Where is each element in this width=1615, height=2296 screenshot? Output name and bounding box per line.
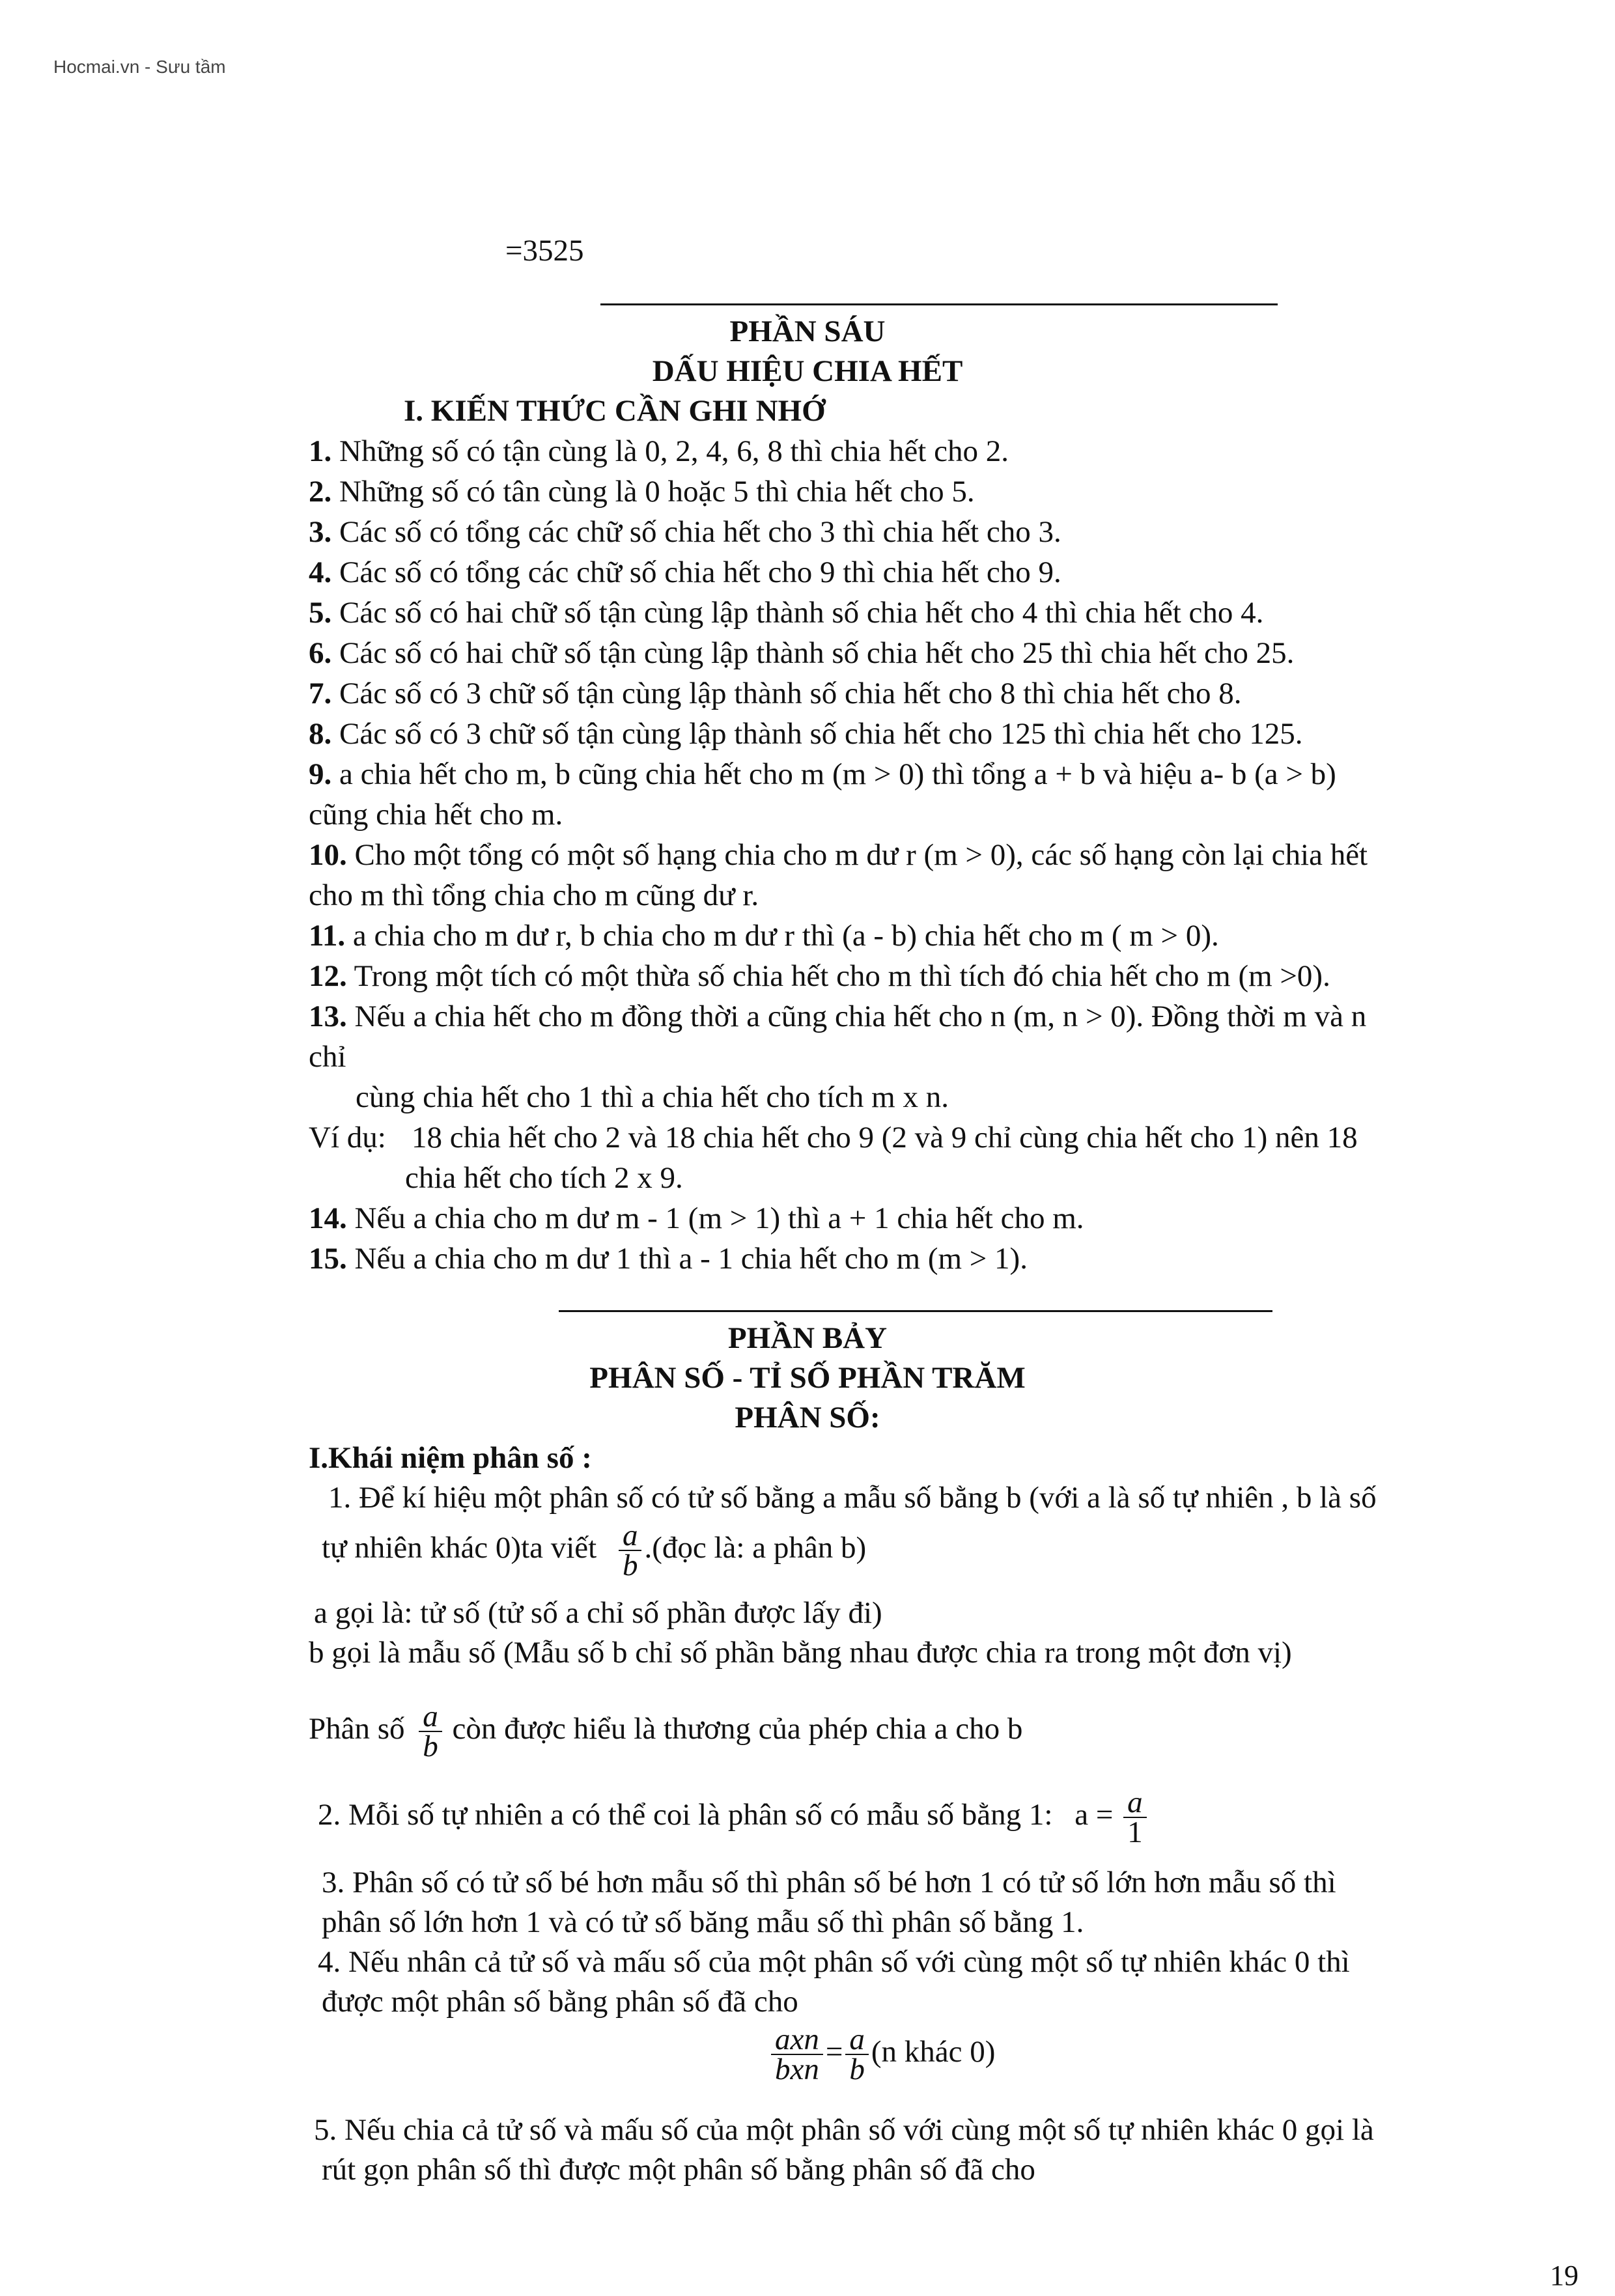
concept-1-pre: tự nhiên khác 0)ta viết [322, 1530, 597, 1565]
quotient-line [309, 1702, 1022, 1761]
rule-number: 1. [309, 434, 332, 468]
rule-number: 7. [309, 677, 332, 710]
fraction-numerator: a [419, 1702, 442, 1732]
rule-text: Các số có tổng các chữ số chia hết cho 3 thì chia hết cho 3. [339, 515, 1061, 549]
rule-number: 10. [309, 838, 347, 872]
concept-2-text: 2. Mỗi số tự nhiên a có thể coi là phân số có mẫu số bằng 1: [318, 1797, 1053, 1832]
fraction-numerator: a [845, 2025, 869, 2055]
prev-result: =3525 [505, 234, 584, 268]
rule-number: 5. [309, 596, 332, 630]
rule-number: 3. [309, 515, 332, 549]
rule-text: Những số có tận cùng là 0, 2, 4, 6, 8 thì chia hết cho 2. [339, 434, 1009, 468]
rule-text: Cho một tổng có một số hạng chia cho m dư r (m > 0), các số hạng còn lại chia hết [354, 838, 1368, 872]
fraction-a-over-b [845, 2025, 869, 2084]
rule-13-cont2: cùng chia hết cho 1 thì a chia hết cho tích m x n. [356, 1080, 949, 1114]
fraction-denominator: 1 [1127, 1815, 1143, 1849]
concept-5-line-1: 5. Nếu chia cả tử số và mấu số của một phân số với cùng một số tự nhiên khác 0 gọi là [314, 2113, 1374, 2147]
rule-number: 12. [309, 959, 347, 993]
section7-title: PHẦN BẢY [727, 1321, 888, 1355]
section7-heading: I.Khái niệm phân số : [309, 1441, 592, 1475]
fraction-numerator: a [1123, 1788, 1147, 1818]
section7-subtitle: PHÂN SỐ - TỈ SỐ PHẦN TRĂM [589, 1361, 1026, 1395]
rule-number: 11. [309, 919, 346, 953]
rule-5 [309, 593, 1263, 633]
rule-text: Nếu a chia cho m dư 1 thì a - 1 chia hết cho m (m > 1). [354, 1242, 1028, 1276]
fraction-denominator: b [423, 1729, 438, 1763]
rule-text: Các số có 3 chữ số tận cùng lập thành số chia hết cho 125 thì chia hết cho 125. [339, 717, 1303, 751]
numerator-definition: a gọi là: tử số (tử số a chỉ số phần được lấy đi) [314, 1596, 882, 1630]
watermark: Hocmai.vn - Sưu tầm [53, 57, 226, 77]
rule-number: 4. [309, 555, 332, 589]
fraction-numerator: axn [771, 2025, 823, 2055]
equivalence-formula [768, 2025, 995, 2084]
rule-10 [309, 835, 1368, 875]
rule-text: a chia cho m dư r, b chia cho m dư r thì (a - b) chia hết cho m ( m > 0). [352, 919, 1219, 953]
example-line-1: 18 chia hết cho 2 và 18 chia hết cho 9 (2 và 9 chỉ cùng chia hết cho 1) nên 18 [412, 1121, 1358, 1155]
rule-number: 15. [309, 1242, 347, 1276]
rule-number: 13. [309, 1000, 347, 1033]
concept-2 [318, 1785, 1149, 1849]
section6-heading: I. KIẾN THỨC CẦN GHI NHỚ [404, 394, 826, 428]
quotient-pre: Phân số [309, 1711, 405, 1746]
rule-text: Trong một tích có một thừa số chia hết cho m thì tích đó chia hết cho m (m >0). [354, 959, 1330, 993]
section6-title: PHẦN SÁU [729, 315, 886, 348]
fraction-denominator: bxn [775, 2052, 819, 2086]
rule-text: Nếu a chia hết cho m đồng thời a cũng chia hết cho n (m, n > 0). Đồng thời m và n [354, 1000, 1367, 1033]
concept-3-line-1: 3. Phân số có tử số bé hơn mẫu số thì phân số bé hơn 1 có tử số lớn hơn mẫu số thì [322, 1866, 1336, 1899]
concept-1-post: .(đọc là: a phân b) [644, 1530, 867, 1565]
concept-5-line-2: rút gọn phân số thì được một phân số bằng phân số đã cho [322, 2153, 1035, 2187]
rule-text: Các số có hai chữ số tận cùng lập thành số chia hết cho 4 thì chia hết cho 4. [339, 596, 1264, 630]
rule-13 [309, 996, 1366, 1037]
rule-number: 2. [309, 475, 332, 509]
rule-2 [309, 471, 975, 512]
rule-12 [309, 956, 1330, 996]
rule-text: Các số có hai chữ số tận cùng lập thành số chia hết cho 25 thì chia hết cho 25. [339, 636, 1295, 670]
denominator-definition: b gọi là mẫu số (Mẫu số b chỉ số phần bằng nhau được chia ra trong một đơn vị) [309, 1636, 1292, 1670]
concept-2-eq: a = [1074, 1797, 1114, 1832]
rule-7 [309, 673, 1242, 714]
concept-1-line-2 [322, 1521, 866, 1580]
concept-4-line-2: được một phân số bằng phân số đã cho [322, 1985, 798, 2019]
concept-3-line-2: phân số lớn hơn 1 và có tử số băng mẫu số thì phân số bằng 1. [322, 1905, 1084, 1939]
rule-11 [309, 916, 1219, 956]
fraction-denominator: b [849, 2052, 865, 2086]
section6-subtitle: DẤU HIỆU CHIA HẾT [652, 354, 963, 388]
rule-text: a chia hết cho m, b cũng chia hết cho m (m > 0) thì tổng a + b và hiệu a- b (a > b) [339, 757, 1336, 791]
rule-text: Các số có 3 chữ số tận cùng lập thành số chia hết cho 8 thì chia hết cho 8. [339, 677, 1242, 710]
section7-subtitle-2: PHÂN SỐ: [735, 1401, 880, 1435]
rule-number: 8. [309, 717, 332, 751]
rule-text: Nếu a chia cho m dư m - 1 (m > 1) thì a + 1 chia hết cho m. [354, 1201, 1084, 1235]
equals-sign: = [825, 2034, 843, 2069]
divider-1 [600, 303, 1278, 305]
rule-text: Các số có tổng các chữ số chia hết cho 9 thì chia hết cho 9. [339, 555, 1061, 589]
fraction-numerator: a [619, 1521, 642, 1551]
concept-1-line-1: 1. Để kí hiệu một phân số có tử số bằng a mẫu số bằng b (với a là số tự nhiên , b là số [328, 1481, 1377, 1515]
rule-15 [309, 1239, 1028, 1279]
rule-9-cont: cũng chia hết cho m. [309, 798, 563, 832]
page-number: 19 [1550, 2260, 1579, 2291]
rule-8 [309, 714, 1303, 754]
fraction-a-over-1 [1123, 1785, 1147, 1849]
concept-4-line-1: 4. Nếu nhân cả tử số và mấu số của một phân số với cùng một số tự nhiên khác 0 thì [318, 1945, 1350, 1979]
rule-10-cont: cho m thì tổng chia cho m cũng dư r. [309, 878, 759, 912]
fraction-a-over-b [419, 1702, 442, 1761]
rule-14 [309, 1198, 1084, 1239]
quotient-post: còn được hiểu là thương của phép chia a cho b [452, 1711, 1023, 1746]
formula-note: (n khác 0) [871, 2034, 996, 2069]
rule-4 [309, 552, 1061, 593]
rule-13-cont: chỉ [309, 1040, 346, 1074]
divider-2 [559, 1310, 1272, 1312]
fraction-denominator: b [622, 1548, 638, 1582]
rule-number: 14. [309, 1201, 347, 1235]
rule-1 [309, 431, 1009, 471]
rule-9 [309, 754, 1336, 794]
rule-3 [309, 512, 1061, 552]
rule-number: 9. [309, 757, 332, 791]
fraction-a-over-b [619, 1521, 642, 1580]
example-label: Ví dụ: [309, 1121, 386, 1155]
fraction-axn-over-bxn [771, 2025, 823, 2084]
example-line-2: chia hết cho tích 2 x 9. [405, 1161, 683, 1195]
rule-text: Những số có tân cùng là 0 hoặc 5 thì chia hết cho 5. [339, 475, 975, 509]
rule-6 [309, 633, 1294, 673]
rule-number: 6. [309, 636, 332, 670]
